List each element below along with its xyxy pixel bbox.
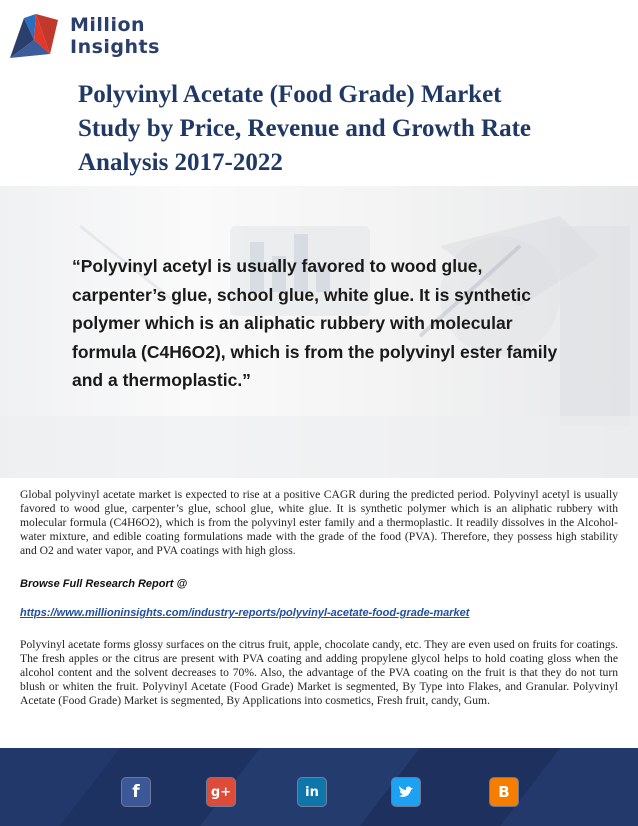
logo-text-insights: Insights	[70, 36, 160, 58]
report-url-link[interactable]: https://www.millioninsights.com/industry-reports/polyvinyl-acetate-food-grade-market	[20, 607, 470, 619]
facebook-button[interactable]	[122, 778, 150, 806]
blogger-icon: B	[498, 783, 510, 801]
twitter-icon	[398, 785, 414, 799]
browse-report-label: Browse Full Research Report @	[20, 578, 188, 590]
paragraph-intro: Global polyvinyl acetate market is expected to rise at a positive CAGR during the predicted period. Polyvinyl acetyl is usually favored to wood glue, carpenter’s glue, school glue, white glue. It is synthetic polymer which is an aliphatic rubbery with molecular formula (C4H6O2), which is from the polyvinyl ester family and a thermoplastic. It readily dissolves in the Alcohol-water mixture, and edible coating formulations made with the grade of the food (PVA). Therefore, they possess high stability and O2 and water vapor, and PVA coatings with high gloss.	[20, 488, 618, 557]
million-insights-logo[interactable]	[6, 8, 176, 64]
footer-bar	[0, 748, 638, 826]
pull-quote: “Polyvinyl acetyl is usually favored to wood glue, carpenter’s glue, school glue, white glue. It is synthetic polymer which is an aliphatic rubbery with molecular formula (C4H6O2), which is from the polyvinyl ester family and a thermoplastic.”	[72, 256, 558, 390]
logo-mark-icon	[6, 10, 62, 62]
page-title: Polyvinyl Acetate (Food Grade) Market Study by Price, Revenue and Growth Rate Analysis 2017-2022	[78, 81, 532, 176]
logo-text-million: Million	[70, 14, 146, 36]
google-plus-icon: g+	[210, 784, 232, 800]
facebook-icon: f	[132, 782, 140, 802]
blogger-button[interactable]	[490, 778, 518, 806]
linkedin-icon: in	[305, 784, 319, 800]
linkedin-button[interactable]	[298, 778, 326, 806]
google-plus-button[interactable]	[207, 778, 235, 806]
paragraph-details: Polyvinyl acetate forms glossy surfaces on the citrus fruit, apple, chocolate candy, etc. They are even used on fruits for coatings. The fresh apples or the citrus are present with PVA coating and adding propylene glycol helps to hold coating gloss when the alcohol content and the solvent decreases to 70%. Also, the advantage of the PVA coating on the fruit is that they do not turn blush or whiten the fruit. Polyvinyl Acetate (Food Grade) Market is segmented, By Type into Flakes, and Granular. Polyvinyl Acetate (Food Grade) Market is segmented, By Applications into cosmetics, Fresh fruit, candy, Gum.	[20, 638, 618, 707]
twitter-button[interactable]	[392, 778, 420, 806]
